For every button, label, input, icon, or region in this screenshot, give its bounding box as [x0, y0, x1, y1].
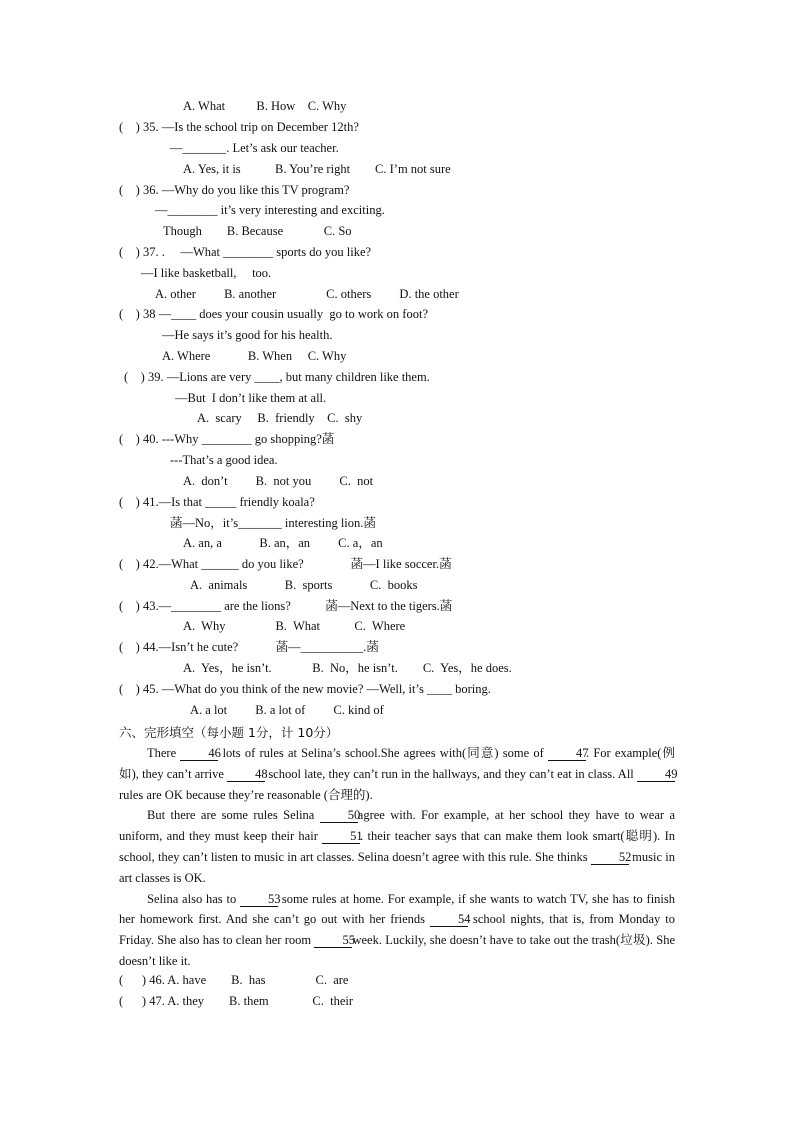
question-line: A. Where B. When C. Why	[162, 349, 347, 363]
blank-51: 51	[322, 829, 360, 844]
blank-50: 50	[320, 808, 358, 823]
blank-55: 55	[314, 933, 352, 948]
question-line: —I like basketball, too.	[141, 266, 272, 280]
question-line: ( ) 37. . —What ________ sports do you like?	[119, 245, 372, 259]
question-line: ( ) 43.—________ are the lions? 菡—Next to the tigers.菡	[119, 599, 453, 613]
question-line: A. scary B. friendly C. shy	[197, 411, 363, 425]
question-line: ( ) 38 —____ does your cousin usually go to work on foot?	[119, 307, 428, 321]
question-line: —But I don’t like them at all.	[175, 391, 327, 405]
option-line: ( ) 46. A. have B. has C. are	[119, 973, 349, 987]
passage-paragraph: There 46 lots of rules at Selina’s school.She agrees with(同意) some of 47. For example(例如), they can’t arrive 48 school late, they can’t run in the hallways, and they can’t eat in class. All 49rules are OK because they’re reasonable (合理的).	[119, 746, 678, 802]
question-line: A. Yes，he isn’t. B. No，he isn’t. C. Yes，he does.	[183, 661, 512, 675]
question-line: A. an, a B. an，an C. a，an	[183, 536, 383, 550]
question-line: ( ) 45. —What do you think of the new movie? —Well, it’s ____ boring.	[119, 682, 491, 696]
question-line: A. animals B. sports C. books	[190, 578, 418, 592]
blank-54: 54	[430, 912, 468, 927]
question-line: —_______. Let’s ask our teacher.	[170, 141, 339, 155]
question-line: A. Why B. What C. Where	[183, 619, 406, 633]
question-line: A. a lot B. a lot of C. kind of	[190, 703, 384, 717]
question-line: —He says it’s good for his health.	[162, 328, 333, 342]
question-line: ( ) 40. ---Why ________ go shopping?菡	[119, 432, 335, 446]
question-line: ( ) 41.—Is that _____ friendly koala?	[119, 495, 315, 509]
cloze-passage	[119, 743, 678, 972]
passage-paragraph: Selina also has to 53 some rules at home. For example, if she wants to watch TV, she has to finish her homework first. And she can’t go out with her friends 54 school nights, that is, from Monday to Friday. She also has to clean her room 55week. Luckily, she doesn’t have to take out the trash(垃圾). She doesn’t like it.	[119, 891, 676, 968]
blank-49: 49	[637, 767, 675, 782]
question-line: ( ) 42.—What ______ do you like? 菡—I like soccer.菡	[119, 557, 452, 571]
question-line: ( ) 39. —Lions are very ____, but many children like them.	[124, 370, 430, 384]
passage-paragraph: But there are some rules Selina 50agree with. For example, at her school they have to wear a uniform, and they must keep their hair 51. their teacher says that can make them look smart(聪明). In school, they can’t listen to music in art classes. Selina doesn’t agree with this rule. She thinks 52 music in art classes is OK.	[119, 808, 676, 885]
question-line: 菡—No，it’s_______ interesting lion.菡	[170, 516, 376, 530]
question-line: A. other B. another C. others D. the other	[155, 287, 459, 301]
question-line: ---That’s a good idea.	[170, 453, 278, 467]
question-line: ( ) 35. —Is the school trip on December 12th?	[119, 120, 359, 134]
blank-53: 53	[240, 892, 278, 907]
blank-52: 52	[591, 850, 629, 865]
question-line: A. don’t B. not you C. not	[183, 474, 374, 488]
question-line: ( ) 44.—Isn’t he cute? 菡—__________.菡	[119, 640, 379, 654]
question-line: A. What B. How C. Why	[183, 99, 347, 113]
blank-47: 47	[548, 746, 586, 761]
section-heading: 六、完形填空（每小题 1分，计 10分）	[119, 725, 339, 740]
question-line: ( ) 36. —Why do you like this TV program?	[119, 183, 350, 197]
blank-46: 46	[180, 746, 218, 761]
question-line: —________ it’s very interesting and exciting.	[155, 203, 385, 217]
blank-48: 48	[227, 767, 265, 782]
option-line: ( ) 47. A. they B. them C. their	[119, 994, 354, 1008]
question-line: A. Yes, it is B. You’re right C. I’m not sure	[183, 162, 451, 176]
question-line: Though B. Because C. So	[163, 224, 352, 238]
